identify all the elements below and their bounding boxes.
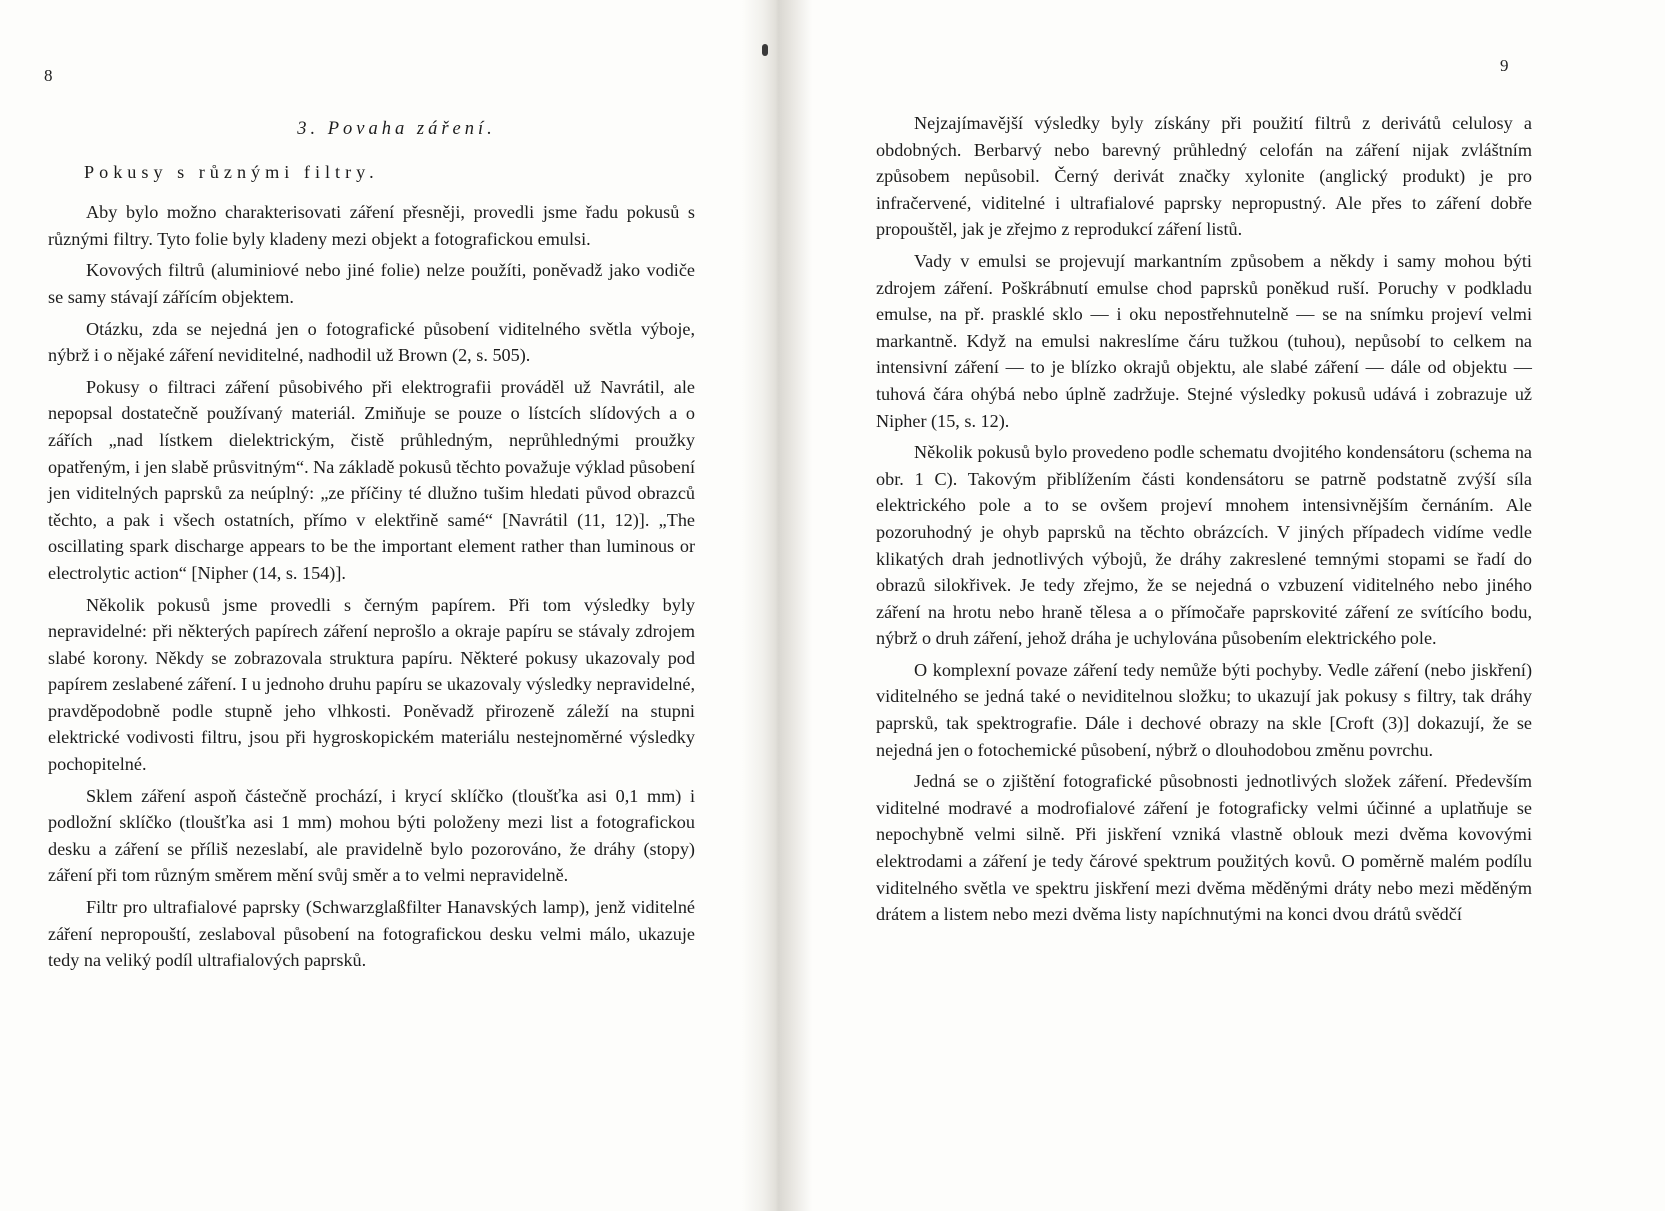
paragraph: Aby bylo možno charakterisovati záření přesněji, provedli jsme řadu pokusů s různými filtry. Tyto folie byly kladeny mezi objekt a fotografickou emulsi. [48, 202, 695, 249]
paragraph: Otázku, zda se nejedná jen o fotografické působení viditelného světla výboje, nýbrž i o nějaké záření neviditelné, nadhodil už Brown (2, s. 505). [48, 318, 695, 366]
right-page-content [876, 110, 1532, 933]
paragraph: Nejzajímavější výsledky byly získány při použití filtrů z derivátů celulosy a obdobných. Berbarvý nebo barevný průhledný celofán na záření nijak zvláštním způsobem nepůsobil. Černý derivát značky xylonite (anglický produkt) je pro infračervené, viditelné i ultrafialové paprsky nepropustný. Ale přes to záření dobře propouštěl, jak je zřejmo z reprodukcí záření listů. [876, 113, 1532, 240]
page-number-left: 8 [44, 66, 53, 85]
binding-mark [762, 44, 768, 56]
book-gutter [742, 0, 812, 1211]
chapter-heading: 3. Povaha záření. [297, 119, 496, 139]
right-page [812, 0, 1665, 1211]
page-number-right: 9 [1500, 56, 1509, 75]
left-page-content [48, 116, 695, 979]
paragraph: Jedná se o zjištění fotografické působnosti jednotlivých složek záření. Především viditelné modravé a modrofialové záření je fotograficky velmi účinné a uplatňuje se nepochybně velmi silně. Při jiskření vzniká vlastně oblouk mezi dvěma kovovými elektrodami a záření je tedy čárové spektrum použitých kovů. O poměrně malém podílu viditelného světla ve spektru jiskření mezi dvěma měděnými dráty nebo mezi měděným drátem a listem nebo mezi dvěma listy napíchnutými na konci dvou drátů svědčí [876, 771, 1532, 925]
left-page [0, 0, 742, 1211]
paragraph: Vady v emulsi se projevují markantním způsobem a někdy i samy mohou býti zdrojem záření. Poškrábnutí emulse chod paprsků poněkud ruší. Poruchy v podkladu emulse, na př. prasklé sklo — i oku nepostřehnutelně — se na snímku projeví velmi markantně. Když na emulsi nakreslíme čáru tužkou (tuhou), nepůsobí to celkem na intensivní záření — to je blízko okrajů objektu, ale slabé záření — dále od objektu — tuhová čára ohýbá nebo úplně zadržuje. Stejné výsledky pokusů udává i zobrazuje už Nipher (15, s. 12). [876, 250, 1532, 431]
paragraph: Sklem záření aspoň částečně prochází, i krycí sklíčko (tloušťka asi 0,1 mm) i podložní sklíčko (tloušťka asi 1 mm) mohou býti položeny mezi list a fotografickou desku a záření se příliš nezeslabí, ale pravidelně bylo pozorováno, že dráhy (stopy) záření při tom různým směrem mění svůj směr a to velmi nepravidelně. [48, 785, 695, 886]
paragraph: Pokusy o filtraci záření působivého při elektrografii prováděl už Navrátil, ale nepopsal dostatečně používaný materiál. Zmiňuje se pouze o lístcích slídových a o zářích „nad lístkem dielektrickým, čistě průhledným, neprůhlednými proužky opatřeným, i jen slabě průsvitným“. Na základě pokusů těchto považuje výklad působení jen viditelných paprsků za neúplný: „ze příčiny té dlužno tušim hledati původ obrazců těchto, a pak i všech ostatních, přímo v elektřině samé“ [Navrátil (11, 12)]. „The oscillating spark discharge appears to be the important element rather than luminous or electrolytic action“ [Nipher (14, s. 154)]. [48, 376, 695, 583]
paragraph: Kovových filtrů (aluminiové nebo jiné folie) nelze použíti, poněvadž jako vodiče se samy stávají zářícím objektem. [48, 260, 695, 307]
paragraph: Několik pokusů bylo provedeno podle schematu dvojitého kondensátoru (schema na obr. 1 C). Takovým přiblížením části kondensátoru se patrně podstatně zvýší síla elektrického pole a to se ovšem projeví mnohem intensivnějším černáním. Ale pozoruhodný je ohyb paprsků na těchto obrázcích. V jiných případech vidíme vedle klikatých drah jednotlivých výbojů, že dráhy zakreslené temnými stopami se řadí do obrazů silokřivek. Je tedy zřejmo, že se nejedná o vzbuzení viditelného nebo jiného záření na hrotu nebo hraně tělesa a o přímočaře paprskovité záření ze svítícího bodu, nýbrž o druh záření, jehož dráha je uchylována působením elektrického pole. [876, 442, 1532, 649]
paragraph: Několik pokusů jsme provedli s černým papírem. Při tom výsledky byly nepravidelné: při některých papírech záření neprošlo a okraje papíru se stávaly zdrojem slabé korony. Někdy se zobrazovala struktura papíru. Některé pokusy ukazovaly pod papírem zeslabené záření. I u jednoho druhu papíru se ukazovaly výsledky nepravidelné, pravděpodobně podle stupně jeho vlhkosti. Poněvadž přirozeně záleží na stupni elektrické vodivosti filtru, jsou při hygroskopickém materiálu nestejnoměrné výsledky pochopitelné. [48, 594, 695, 775]
paragraph: O komplexní povaze záření tedy nemůže býti pochyby. Vedle záření (nebo jiskření) viditelného se jedná také o neviditelnou složku; to ukazují jak pokusy s filtry, tak dráhy paprsků, tak spektrografie. Dále i dechové obrazy na skle [Croft (3)] dokazují, že se nejedná jen o fotochemické působení, nýbrž o dlouhodobou změnu povrchu. [876, 659, 1532, 760]
paragraph: Filtr pro ultrafialové paprsky (Schwarzglaßfilter Hanavských lamp), jenž viditelné záření nepropouští, zeslaboval působení na fotografickou desku velmi málo, ukazuje tedy na veliký podíl ultrafialových paprsků. [48, 897, 695, 971]
section-subheading: Pokusy s různými filtry. [84, 161, 379, 182]
